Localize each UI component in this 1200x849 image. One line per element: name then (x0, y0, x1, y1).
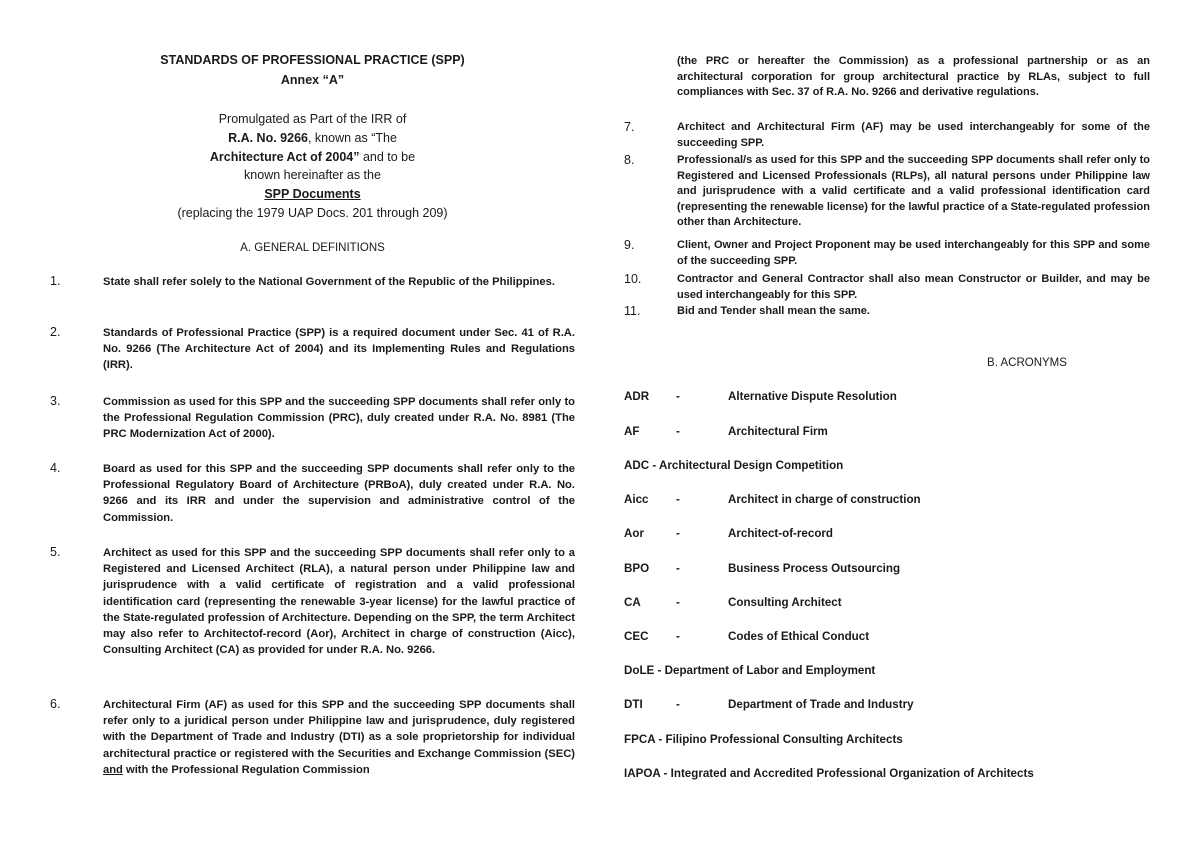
item-number: 8. (624, 153, 635, 167)
acronym-definition: Architect-of-record (728, 527, 834, 540)
item-number: 2. (50, 325, 61, 339)
acronym-abbr: FPCA (624, 733, 656, 746)
spp-documents-title (50, 187, 575, 201)
item-text (103, 697, 575, 778)
section-a-heading: A. GENERAL DEFINITIONS (240, 242, 385, 254)
promulgated-line: Promulgated as Part of the IRR of (218, 112, 407, 126)
item-number: 9. (624, 238, 635, 252)
acronym-definition: Alternative Dispute Resolution (728, 390, 897, 403)
acronym-dash: - (676, 425, 680, 438)
definition-item (50, 697, 575, 778)
definition-item (624, 272, 1150, 303)
acronym-row (624, 664, 1150, 677)
acronym-abbr: IAPOA (624, 767, 661, 780)
acronym-dash: - (663, 767, 668, 780)
acronym-definition: Architectural Firm (728, 425, 828, 438)
acronym-dash: - (676, 527, 680, 540)
act-line (50, 150, 575, 164)
item-text: Bid and Tender shall mean the same. (677, 305, 870, 317)
item-text: State shall refer solely to the National Government of the Republic of the Philippines. (103, 276, 555, 288)
item-number: 1. (50, 274, 61, 288)
acronym-abbr: ADR (624, 390, 650, 403)
item-number: 11. (624, 304, 641, 318)
item-number: 10. (624, 272, 642, 286)
replacing-line: (replacing the 1979 UAP Docs. 201 through 209) (177, 206, 448, 220)
acronym-abbr: Aicc (624, 493, 649, 506)
item-text: Commission as used for this SPP and the succeeding SPP documents shall refer only to the Professional Regulation Commission (PRC), duly created under R.A. No. 8981 (The PRC Modernization Act of 2000). (103, 396, 575, 441)
item-text: (the PRC or hereafter the Commission) as a professional partnership or as an architectural corporation for group architectural practice by RLAs, subject to full compliances with Sec. 37 of R.A. No. 9266 and derivative regulations. (677, 55, 1150, 99)
item-text-part: with the Professional Regulation Commission (122, 763, 370, 776)
spp-documents-label: SPP Documents (264, 187, 361, 201)
acronym-definition: Integrated and Accredited Professional Organization of Architects (670, 767, 1034, 780)
acronym-abbr: CA (624, 596, 641, 609)
item-text: Contractor and General Contractor shall also mean Constructor or Builder, and may be used interchangeably for this SPP. (677, 273, 1150, 301)
acronym-dash: - (676, 630, 680, 643)
acronym-abbr: AF (624, 425, 640, 438)
acronym-dash: - (676, 390, 680, 403)
definition-item (624, 238, 1150, 269)
acronym-definition: Business Process Outsourcing (728, 562, 901, 575)
acronym-dash: - (652, 459, 657, 472)
item-text: Client, Owner and Project Proponent may be used interchangeably for this SPP and some of the succeeding SPP. (677, 239, 1150, 267)
item-text: Board as used for this SPP and the succeeding SPP documents shall refer only to the Professional Regulatory Board of Architecture (PRBoA), duly created under R.A. No. 9266 and its IRR and under the supervision and administrative control of the Commission. (103, 463, 575, 524)
definition-item (50, 394, 575, 443)
acronym-dash: - (676, 698, 680, 711)
item-text: Professional/s as used for this SPP and the succeeding SPP documents shall refer only to Registered and Licensed Professionals (RLPs), all natural persons under Philippine law and jurisprudence with a valid certificate and a valid professional identification card (representing the renewable license) for the lawful practice of a State-regulated profession other than Architecture. (677, 154, 1150, 229)
item-text: Architect and Architectural Firm (AF) may be used interchangeably for some of the succeeding SPP. (677, 121, 1150, 149)
acronym-abbr: ADC (624, 459, 650, 472)
document-title: STANDARDS OF PROFESSIONAL PRACTICE (SPP) (160, 53, 465, 67)
acronym-dash: - (657, 664, 662, 677)
acronym-definition: Department of Labor and Employment (664, 664, 876, 677)
definition-item (624, 120, 1150, 151)
item-number: 7. (624, 120, 635, 134)
acronym-definition: Codes of Ethical Conduct (728, 630, 870, 643)
continuation-paragraph (624, 54, 1150, 101)
acronym-abbr: DoLE (624, 664, 655, 677)
annex-label: Annex “A” (280, 73, 345, 87)
definition-item (624, 153, 1150, 231)
definition-item (50, 545, 575, 658)
item-text-part: Architectural Firm (AF) as used for this SPP and the succeeding SPP documents shall refer only to a juridical person under Philippine law and jurisprudence, duly registered with the Department of Trade and Industry (DTI) as a sole proprietorship for individual architectural practice or registered with the Securities and Exchange Commission (SEC) (103, 699, 575, 760)
acronym-definition: Architectural Design Competition (659, 459, 844, 472)
item-text: Architect as used for this SPP and the succeeding SPP documents shall refer only to a Registered and Licensed Architect (RLA), a natural person under Philippine law and jurisprudence with a valid certificate of registration and a valid professional identification card (representing the renewable 3-year license) for the lawful practice of the State-regulated profession of Architecture. Depending on the SPP, the term Architect may also refer to Architectof-record (Aor), Architect in charge of construction (Aicc), Consulting Architect (CA) as provided for under R.A. No. 9266. (103, 547, 575, 657)
acronym-row (624, 767, 1150, 780)
acronym-dash: - (676, 493, 680, 506)
acronym-row (624, 459, 1150, 472)
definition-item (50, 274, 575, 290)
item-text: Standards of Professional Practice (SPP) is a required document under Sec. 41 of R.A. No. 9266 (The Architecture Act of 2004) and its Implementing Rules and Regulations (IRR). (103, 327, 575, 372)
act-name: Architecture Act of 2004” (209, 150, 360, 164)
item-number: 5. (50, 545, 61, 559)
section-b-heading: B. ACRONYMS (987, 357, 1067, 369)
acronym-definition: Department of Trade and Industry (728, 698, 914, 711)
item-number: 3. (50, 394, 61, 408)
acronym-abbr: DTI (624, 698, 643, 711)
acronym-definition: Architect in charge of construction (728, 493, 921, 506)
acronym-abbr: Aor (624, 527, 644, 540)
ra-number: R.A. No. 9266 (228, 131, 308, 145)
item-text-and: and (103, 763, 123, 776)
item-number: 6. (50, 697, 61, 711)
known-line: known hereinafter as the (244, 168, 381, 182)
acronym-definition: Filipino Professional Consulting Architects (665, 733, 903, 746)
act-rest: and to be (359, 150, 416, 164)
acronym-abbr: CEC (624, 630, 649, 643)
acronym-abbr: BPO (624, 562, 650, 575)
definition-item (50, 461, 575, 526)
definition-item (624, 304, 1150, 320)
ra-rest: , known as “The (307, 131, 397, 145)
ra-line (50, 131, 575, 145)
acronym-definition: Consulting Architect (728, 596, 842, 609)
acronym-dash: - (676, 562, 680, 575)
definition-item (50, 325, 575, 374)
acronym-row (624, 733, 1150, 746)
item-number: 4. (50, 461, 61, 475)
acronym-dash: - (658, 733, 663, 746)
acronym-dash: - (676, 596, 680, 609)
